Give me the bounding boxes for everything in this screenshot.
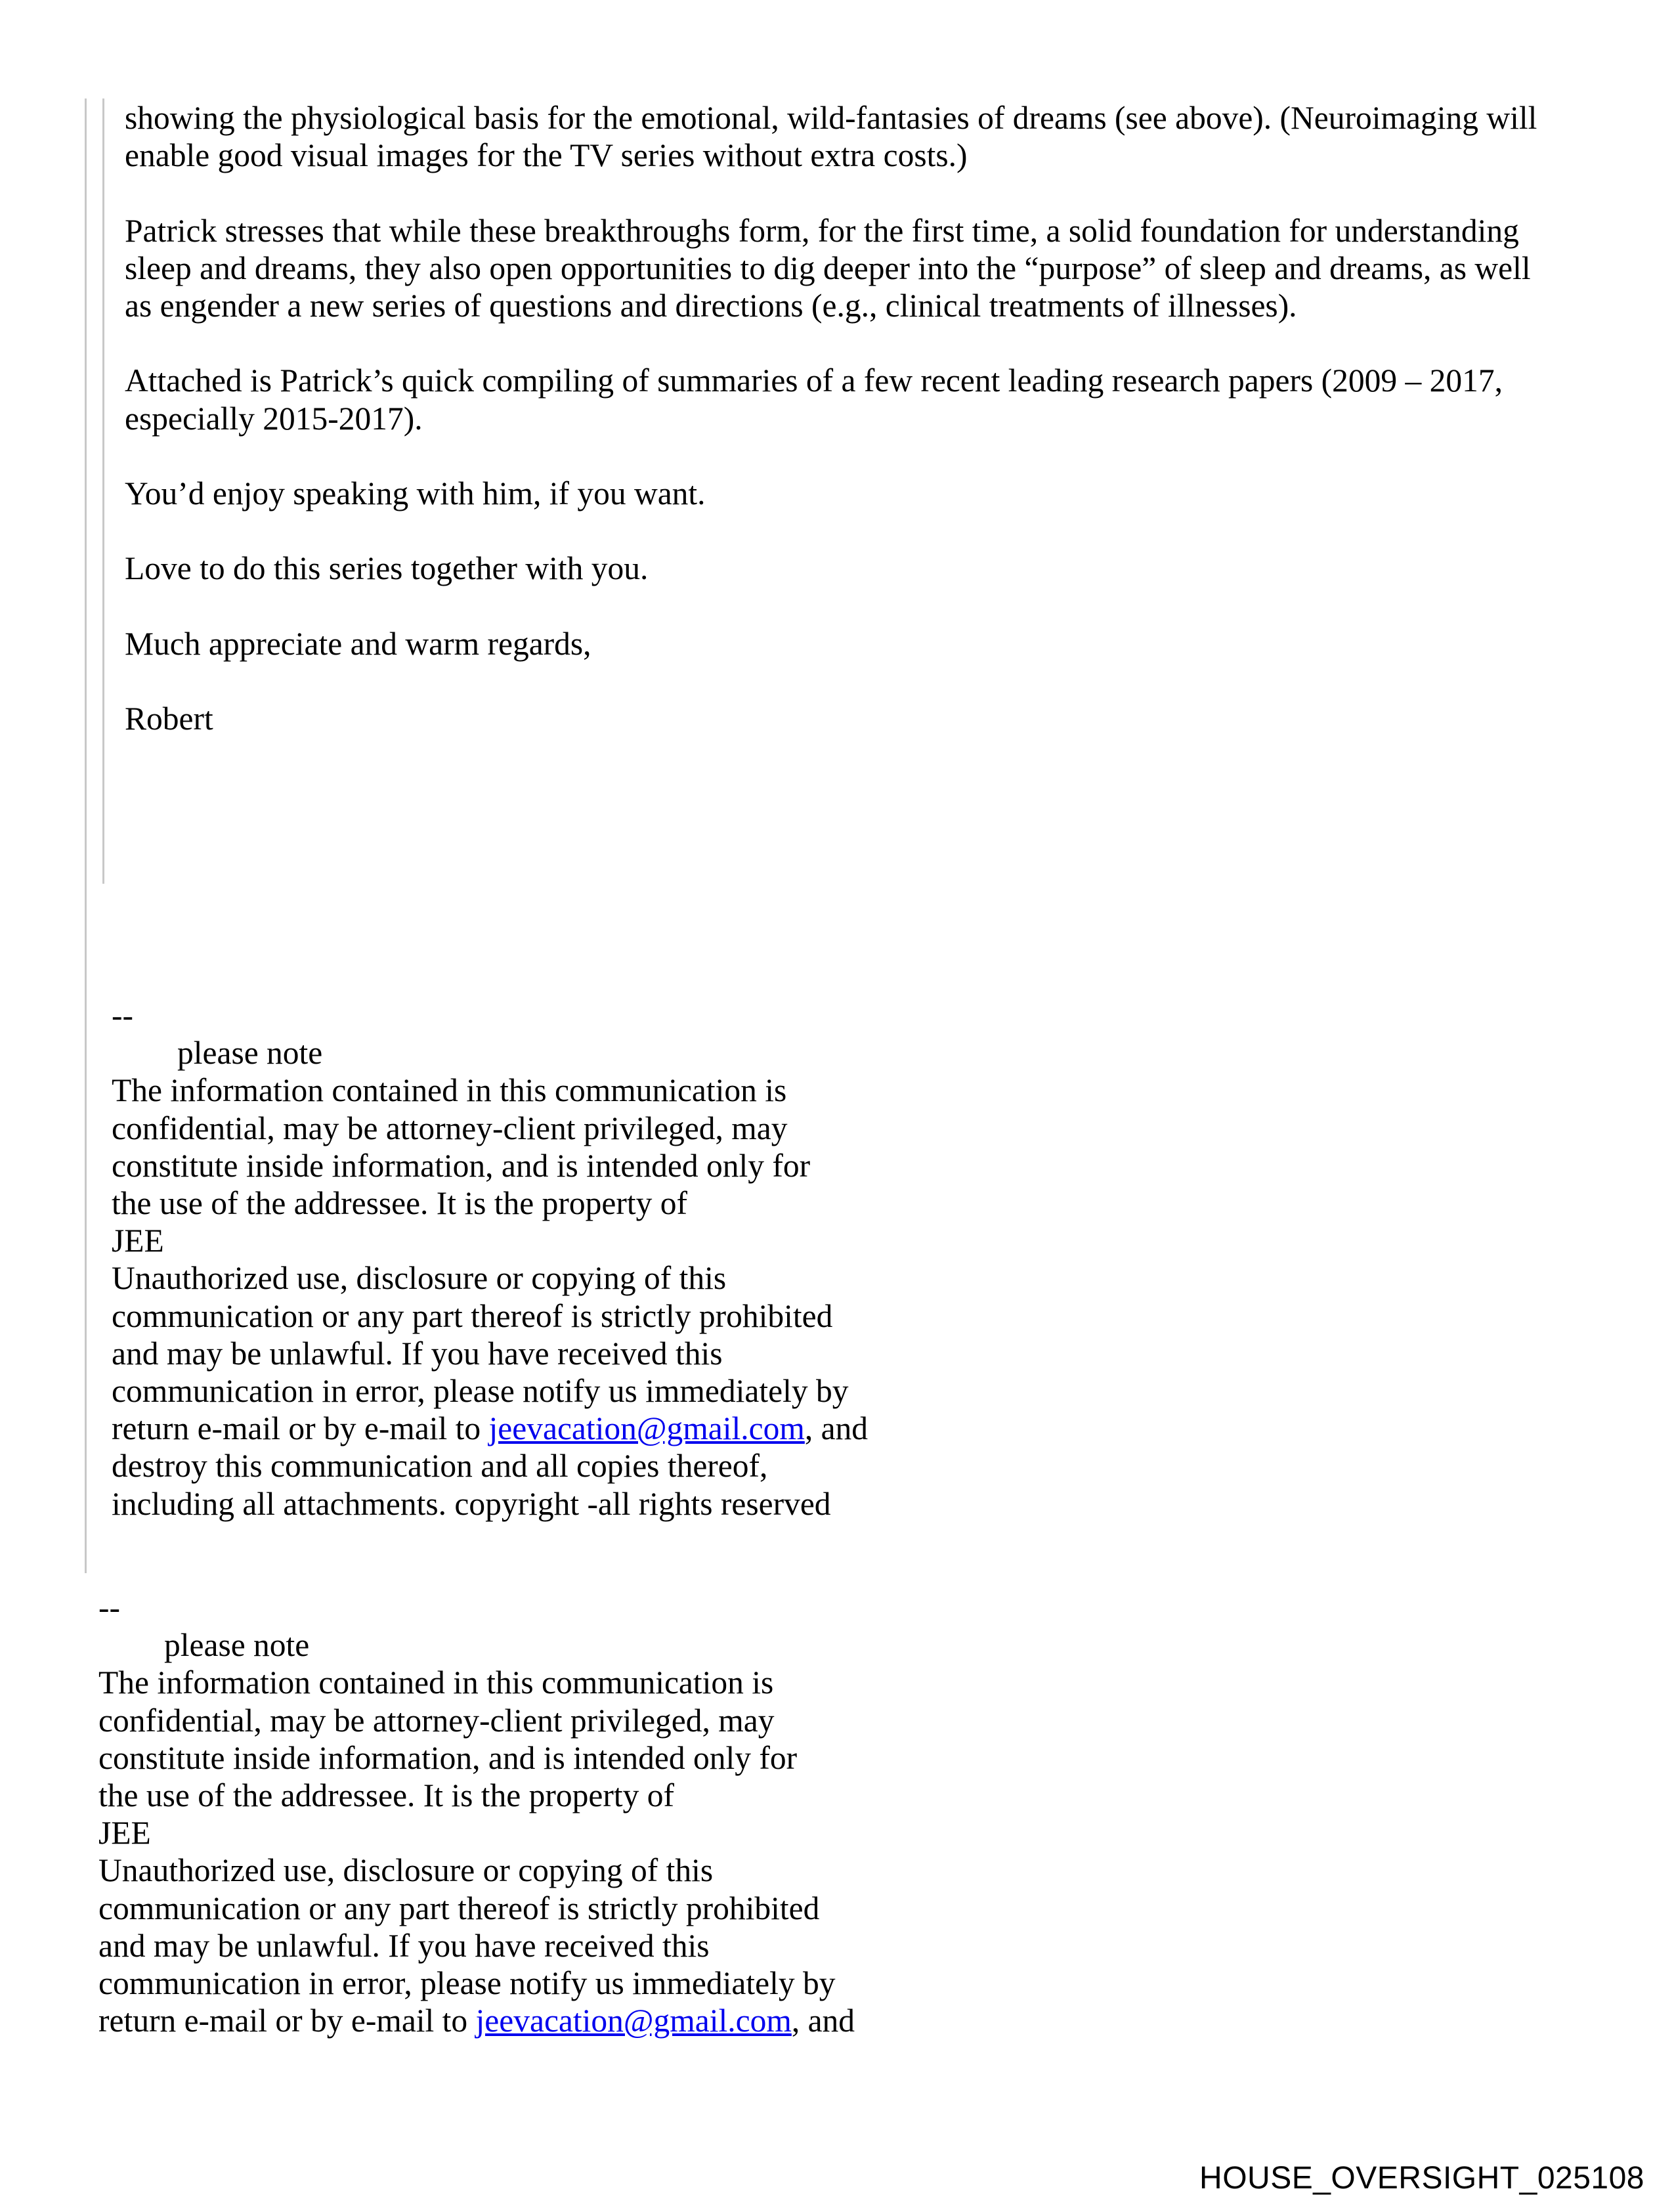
disclaimer-line: constitute inside information, and is intended only for	[112, 1147, 811, 1184]
body-line: showing the physiological basis for the emotional, wild-fantasies of dreams (see above). (Neuroimaging will	[125, 100, 1537, 136]
disclaimer-line: confidential, may be attorney-client privileged, may	[98, 1702, 775, 1739]
disclaimer-text: , and	[791, 2003, 855, 2039]
disclaimer-line: the use of the addressee. It is the property of	[98, 1777, 674, 1814]
disclaimer-line: confidential, may be attorney-client privileged, may	[112, 1110, 788, 1146]
disclaimer-line: communication in error, please notify us immediately by	[98, 1965, 836, 2002]
body-line: Much appreciate and warm regards,	[125, 625, 591, 662]
body-paragraph	[125, 212, 1635, 325]
body-paragraph	[125, 550, 1635, 587]
body-paragraph	[125, 475, 1635, 512]
disclaimer-text: return e-mail or by e-mail to	[98, 2003, 476, 2039]
disclaimer-heading: please note	[164, 1627, 310, 1664]
body-paragraph	[125, 625, 1635, 662]
disclaimer-line: Unauthorized use, disclosure or copying of this	[112, 1260, 727, 1297]
disclaimer-text: return e-mail or by e-mail to	[112, 1410, 489, 1447]
body-line: Love to do this series together with you.	[125, 550, 649, 587]
body-line: You’d enjoy speaking with him, if you want.	[125, 475, 706, 511]
disclaimer-line: communication or any part thereof is strictly prohibited	[98, 1890, 820, 1926]
disclaimer-line: JEE	[112, 1223, 164, 1259]
disclaimer-line: communication in error, please notify us immediately by	[112, 1373, 849, 1410]
body-line: Robert	[125, 701, 213, 737]
disclaimer-line: including all attachments. copyright -all rights reserved	[112, 1485, 831, 1522]
disclaimer-line: the use of the addressee. It is the property of	[112, 1185, 687, 1222]
disclaimer-line: Unauthorized use, disclosure or copying of this	[98, 1852, 714, 1889]
disclaimer-quoted	[112, 997, 868, 1523]
body-line: Attached is Patrick’s quick compiling of summaries of a few recent leading research papers (2009 – 2017,	[125, 362, 1503, 399]
body-paragraph	[125, 700, 1635, 737]
disclaimer-line: The information contained in this communication is	[98, 1664, 774, 1701]
signature-separator: --	[98, 1590, 120, 1626]
disclaimer-email-line	[98, 2002, 855, 2039]
email-link[interactable]: jeevacation@gmail.com	[488, 1410, 805, 1447]
disclaimer-line: constitute inside information, and is intended only for	[98, 1739, 798, 1776]
bates-number: HOUSE_OVERSIGHT_025108	[1199, 2161, 1644, 2196]
disclaimer-line: and may be unlawful. If you have received this	[112, 1335, 723, 1372]
body-line: Patrick stresses that while these breakthroughs form, for the first time, a solid foundation for understanding	[125, 212, 1519, 249]
email-body	[125, 99, 1635, 775]
disclaimer-line: JEE	[98, 1815, 151, 1852]
body-line: sleep and dreams, they also open opportunities to dig deeper into the “purpose” of sleep and dreams, as well	[125, 249, 1531, 286]
quote-border-inner	[102, 98, 104, 884]
disclaimer-line: The information contained in this communication is	[112, 1072, 787, 1109]
email-link[interactable]: jeevacation@gmail.com	[475, 2003, 792, 2039]
disclaimer-email-line	[112, 1410, 868, 1447]
body-line: enable good visual images for the TV series without extra costs.)	[125, 137, 968, 174]
disclaimer-text: , and	[804, 1410, 869, 1447]
body-line: especially 2015-2017).	[125, 400, 423, 437]
body-paragraph	[125, 99, 1635, 174]
body-line: as engender a new series of questions and directions (e.g., clinical treatments of illnesses).	[125, 288, 1297, 324]
disclaimer-heading: please note	[177, 1035, 323, 1072]
body-paragraph	[125, 362, 1635, 437]
quote-border-outer	[85, 98, 87, 1573]
disclaimer-line: and may be unlawful. If you have received this	[98, 1927, 710, 1964]
signature-separator: --	[112, 997, 133, 1033]
disclaimer-line: communication or any part thereof is strictly prohibited	[112, 1297, 833, 1334]
disclaimer-line: destroy this communication and all copies thereof,	[112, 1448, 768, 1485]
disclaimer	[98, 1589, 855, 2039]
